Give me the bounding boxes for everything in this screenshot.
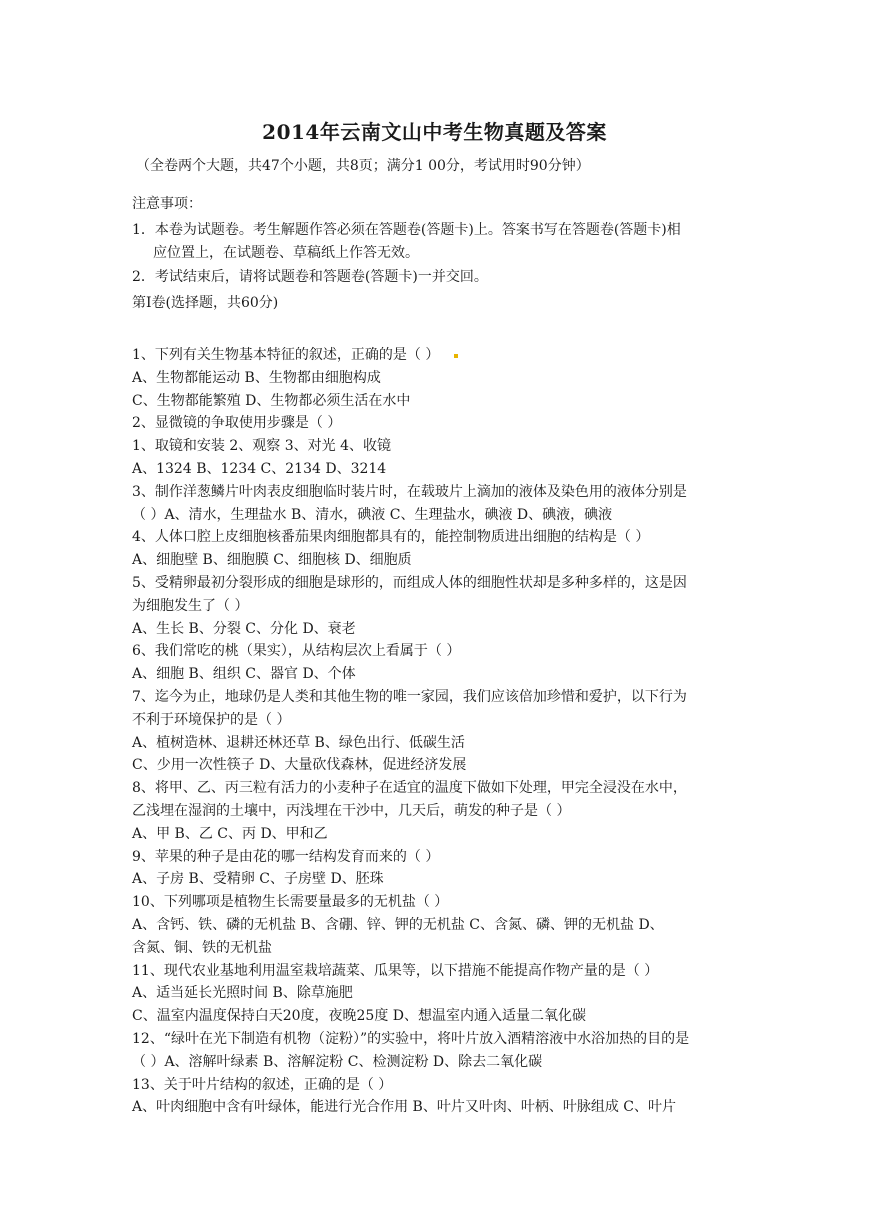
question-line: 3、制作洋葱鳞片叶肉表皮细胞临时装片时，在载玻片上滴加的液体及染色用的液体分别是 [132,484,687,500]
question-line: A、甲 B、乙 C、丙 D、甲和乙 [132,826,328,842]
question-line: A、生物都能运动 B、生物都由细胞构成 [132,370,381,386]
page-title: 2014年云南文山中考生物真题及答案 [262,120,607,144]
question-line: A、叶肉细胞中含有叶绿体，能进行光合作用 B、叶片又叶肉、叶柄、叶脉组成 C、叶片 [132,1099,677,1115]
question-line: 7、迄今为止，地球仍是人类和其他生物的唯一家园，我们应该倍加珍惜和爱护，以下行为 [132,689,687,705]
question-line: A、细胞壁 B、细胞膜 C、细胞核 D、细胞质 [132,552,412,568]
question-line: 含氮、铜、铁的无机盐 [132,940,272,956]
exam-info-subtitle: （全卷两个大题，共47个小题，共8页；满分1 00分，考试用时90分钟） [136,158,590,174]
question-line: 5、受精卵最初分裂形成的细胞是球形的，而组成人体的细胞性状却是多种多样的，这是因 [132,575,687,591]
question-text: 1、下列有关生物基本特征的叙述，正确的是（ ） [132,347,440,363]
question-line: 6、我们常吃的桃（果实），从结构层次上看属于（ ） [132,643,461,659]
notice-line-1: 1．本卷为试题卷。考生解题作答必须在答题卷(答题卡)上。答案书写在答题卷(答题卡)相 [132,222,681,238]
question-line: A、含钙、铁、磷的无机盐 B、含硼、锌、钾的无机盐 C、含氮、磷、钾的无机盐 D、 [132,917,664,933]
question-line: A、细胞 B、组织 C、器官 D、个体 [132,666,356,682]
question-line: A、适当延长光照时间 B、除草施肥 [132,985,353,1001]
question-line: 1、取镜和安装 2、观察 3、对光 4、收镜 [132,438,391,454]
question-line: 乙浅埋在湿润的土壤中，丙浅埋在干沙中，几天后，萌发的种子是（ ） [132,803,571,819]
question-line: 10、下列哪项是植物生长需要量最多的无机盐（ ） [132,894,449,910]
question-line: 11、现代农业基地利用温室栽培蔬菜、瓜果等，以下措施不能提高作物产量的是（ ） [132,963,659,979]
question-line: 12、“绿叶在光下制造有机物（淀粉）”的实验中，将叶片放入酒精溶液中水浴加热的目的是 [132,1031,690,1047]
notice-heading: 注意事项： [132,196,202,212]
question-line: C、生物都能繁殖 D、生物都必须生活在水中 [132,393,411,409]
question-line: 13、关于叶片结构的叙述，正确的是（ ） [132,1077,393,1093]
question-line: （ ）A、清水，生理盐水 B、清水，碘液 C、生理盐水，碘液 D、碘液，碘液 [132,507,613,523]
highlight-mark-icon [454,354,458,358]
question-line [132,346,439,364]
question-line: A、植树造林、退耕还林还草 B、绿色出行、低碳生活 [132,735,465,751]
question-line: （ ）A、溶解叶绿素 B、溶解淀粉 C、检测淀粉 D、除去二氧化碳 [132,1054,543,1070]
notice-line-2: 应位置上，在试题卷、草稿纸上作答无效。 [153,245,419,261]
question-line: 为细胞发生了（ ） [132,598,249,614]
question-line: A、子房 B、受精卵 C、子房壁 D、胚珠 [132,871,384,887]
question-line: A、1324 B、1234 C、2134 D、3214 [132,461,387,477]
question-line: C、少用一次性筷子 D、大量砍伐森林，促进经济发展 [132,757,467,773]
question-line: 4、人体口腔上皮细胞核番茄果肉细胞都具有的，能控制物质进出细胞的结构是（ ） [132,529,650,545]
question-line: C、温室内温度保持白天20度，夜晚25度 D、想温室内通入适量二氧化碳 [132,1008,587,1024]
question-line: 不利于环境保护的是（ ） [132,712,291,728]
notice-line-3: 2．考试结束后，请将试题卷和答题卷(答题卡)一并交回。 [132,269,488,285]
question-line: A、生长 B、分裂 C、分化 D、衰老 [132,621,356,637]
section-heading: 第Ⅰ卷(选择题，共60分) [132,295,279,311]
question-line: 2、显微镜的争取使用步骤是（ ） [132,415,342,431]
question-line: 9、苹果的种子是由花的哪一结构发育而来的（ ） [132,849,440,865]
question-line: 8、将甲、乙、丙三粒有活力的小麦种子在适宜的温度下做如下处理，甲完全浸没在水中， [132,780,687,796]
